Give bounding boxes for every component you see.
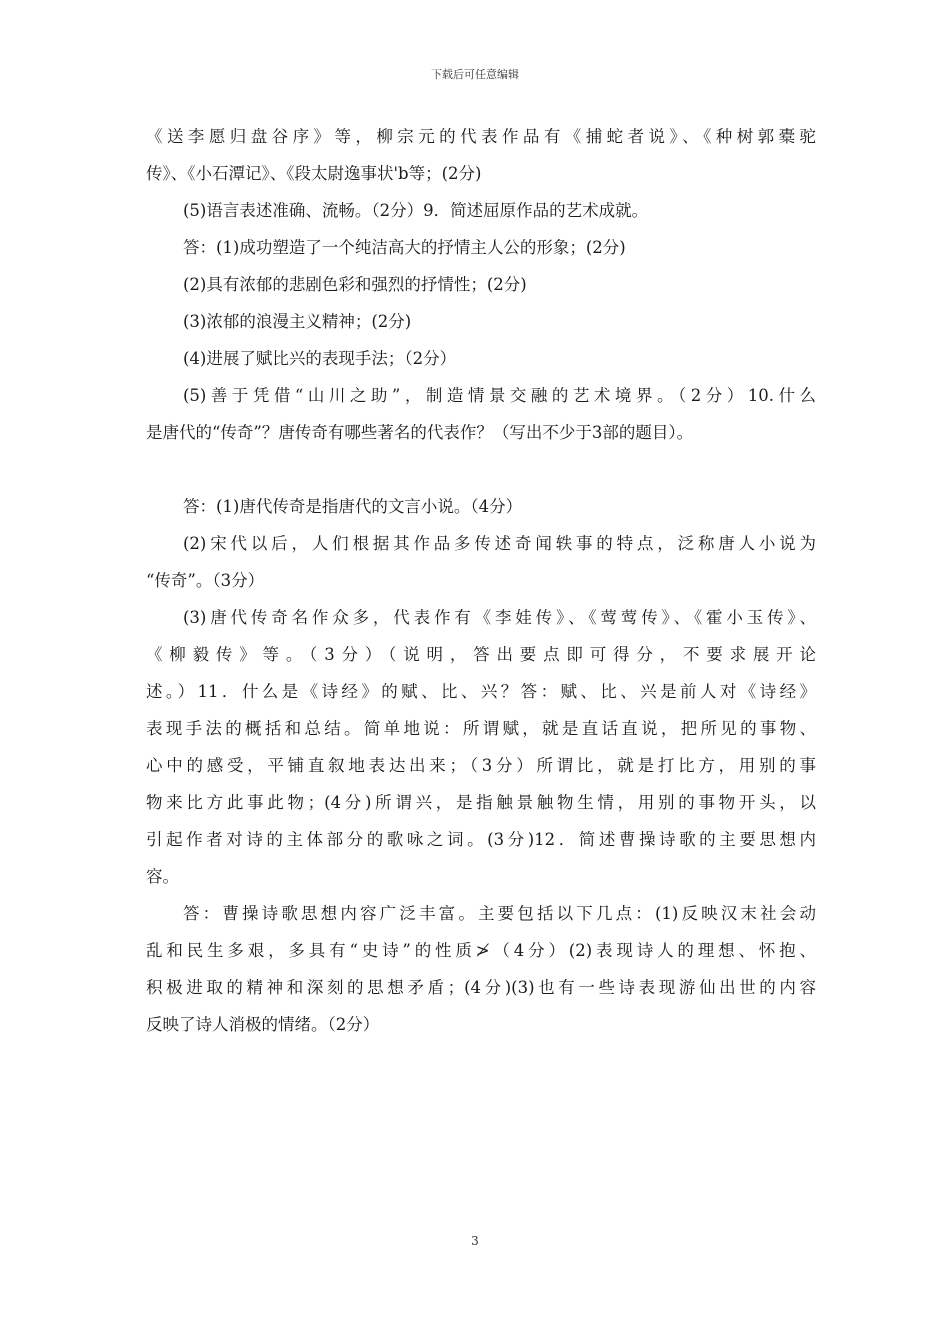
- text-line: “传奇”。（3分）: [146, 571, 265, 590]
- text-line: 容。: [146, 867, 179, 886]
- page-header: 下载后可任意编辑: [431, 68, 519, 81]
- text-line: 《送李愿归盘谷序》等，柳宗元的代表作品有《捕蛇者说》、《种树郭橐驼: [146, 127, 816, 146]
- text-line: 答：(1)成功塑造了一个纯洁高大的抒情主人公的形象；(2分): [183, 238, 626, 257]
- text-line: (2)具有浓郁的悲剧色彩和强烈的抒情性；(2分): [183, 275, 527, 294]
- text-line: 心中的感受，平铺直叙地表达出来；（3分）所谓比，就是打比方，用别的事: [146, 756, 816, 775]
- text-line: 物来比方此事此物；(4分)所谓兴，是指触景触物生情，用别的事物开头，以: [146, 793, 816, 812]
- text-line: 是唐代的“传奇”？唐传奇有哪些著名的代表作？（写出不少于3部的题目）。: [146, 423, 694, 442]
- text-line: (5)语言表述准确、流畅。（2分）9．简述屈原作品的艺术成就。: [183, 201, 649, 220]
- text-line: 答：曹操诗歌思想内容广泛丰富。主要包括以下几点：(1)反映汉末社会动: [183, 904, 816, 923]
- text-line: 积极进取的精神和深刻的思想矛盾；(4分)(3)也有一些诗表现游仙出世的内容: [146, 978, 816, 997]
- text-line: 表现手法的概括和总结。简单地说：所谓赋，就是直话直说，把所见的事物、: [146, 719, 816, 738]
- text-line: (3)浓郁的浪漫主义精神；(2分): [183, 312, 412, 331]
- paragraph-gap: [146, 455, 816, 492]
- text-line: 述。）11．什么是《诗经》的赋、比、兴？答：赋、比、兴是前人对《诗经》: [146, 682, 816, 701]
- text-line: (5)善于凭借“山川之助”，制造情景交融的艺术境界。（2分）10.什么: [183, 386, 816, 405]
- text-line: 反映了诗人消极的情绪。（2分）: [146, 1015, 380, 1034]
- text-line: (3)唐代传奇名作众多，代表作有《李娃传》、《莺莺传》、《霍小玉传》、: [183, 608, 816, 627]
- text-line: 乱和民生多艰，多具有“史诗”的性质≯（4分）(2)表现诗人的理想、怀抱、: [146, 941, 816, 960]
- text-line: (2)宋代以后，人们根据其作品多传述奇闻轶事的特点，泛称唐人小说为: [183, 534, 816, 553]
- document-body: [146, 122, 816, 1047]
- text-line: (4)进展了赋比兴的表现手法；（2分）: [183, 349, 457, 368]
- text-line: 引起作者对诗的主体部分的歌咏之词。(3分)12．简述曹操诗歌的主要思想内: [146, 830, 816, 849]
- text-line: 《柳毅传》等。（3分）（说明，答出要点即可得分，不要求展开论: [146, 645, 816, 664]
- page-number: 3: [471, 1234, 479, 1248]
- text-line: 传》、《小石潭记》、《段太尉逸事状'b等；(2分): [146, 164, 482, 183]
- text-line: 答：(1)唐代传奇是指唐代的文言小说。（4分）: [183, 497, 523, 516]
